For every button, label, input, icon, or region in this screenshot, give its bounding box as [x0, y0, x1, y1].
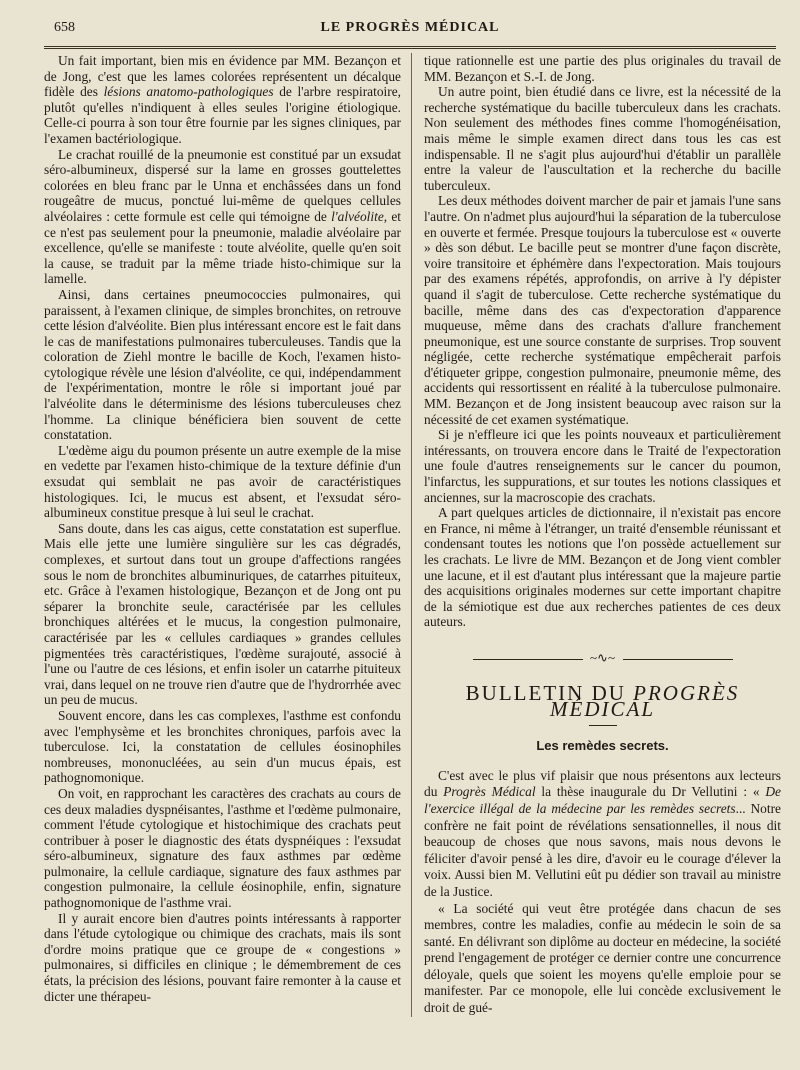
paragraph-text: , et ce n'est pas seulement pour la pneumonie, maladie alvéolaire par excellence, qu'elle se manifeste : toute alvéolite, quelle qu'en soit la cause, se traduit par la même triade histo-chimique sur la lamelle. — [44, 208, 401, 287]
journal-title: LE PROGRÈS MÉDICAL — [320, 20, 500, 35]
paragraph — [44, 147, 401, 287]
paragraph-text: Le crachat rouillé de la pneumonie est constitué par un exsudat séro-albumineux, dispersé sur la lame en grosses gouttelettes colorées en bleu franc par le Unna et enchâssées dans un fond rougeâtre de mucus, ponctué lui-même de quelques cellules alvéolaires : cette formule est celle qui témoigne de — [44, 146, 401, 224]
paragraph: A part quelques articles de dictionnaire, il n'existait pas encore en France, ni même à l'étranger, un traité d'ensemble réunissant et condensant toutes les notions que l'on possède actuellement sur les crachats. Le livre de MM. Bezançon et de Jong vient combler une lacune, et il est d'autant plus intéressant que la majeure partie des acquisitions originales modernes sur cette important chapitre de la sémiotique est due aux recherches patientes de ces deux auteurs. — [424, 505, 781, 630]
paragraph: Il y aurait encore bien d'autres points intéressants à rapporter dans l'étude cytologique ou chimique des crachats, mais ils sont d'ordre moins pratique que ce groupe de « congestions » pulmonaires, si difficiles en clinique ; le démembrement de ces états, la précision des lésions, pouvant faire remonter à la cause et dicter une thérapeu- — [44, 910, 401, 1004]
paragraph: Un autre point, bien étudié dans ce livre, est la nécessité de la recherche systématique du bacille tuberculeux dans les crachats. Non seulement des méthodes fines comme l'homogénéisation, mais même le simple examen direct dans tous les cas est indispensable. Il ne s'agit plus aujourd'hui d'établir un parallèle entre la valeur de l'auscultation et la recherche du bacille tuberculeux. — [424, 84, 781, 193]
page-number: 658 — [54, 20, 75, 35]
paragraph: Ainsi, dans certaines pneumococcies pulmonaires, qui paraissent, à l'examen clinique, de simples bronchites, on retrouve cette lésion d'alvéolite. Bien plus intéressant encore est le fait dans le cas de manifestations pulmonaires tuberculeuses. Tandis que la coloration de Ziehl montre le bacille de Koch, l'examen histo-cytologique révèle une lésion d'alvéolite, ce qui, indépendamment de l'expérimentation, montre le rôle si important joué par l'alvéolite dans le déterminisme des lésions tuberculeuses chez l'homme. La clinique bénéficiera bien souvent de cette constatation. — [44, 286, 401, 443]
paragraph: Si je n'effleure ici que les points nouveaux et particulièrement intéressants, on trouvera encore dans le Traité de l'expectoration une foule d'autres renseignements sur le cancer du poumon, l'infarctus, les suppurations, et sur toutes les notions classiques et anciennes, sur la macroscopie des crachats. — [424, 427, 781, 505]
paragraph: « La société qui veut être protégée dans chacun de ses membres, contre les maladies, confie au médecin le soin de sa santé. En délivrant son diplôme au docteur en médecine, la société prend l'engagement de protéger ce dernier contre une concurrence déloyale, quels que soient les moyens qu'elle emploie pour se manifester. Par ce monopole, elle lui concède exclusivement le droit de gué- — [424, 900, 781, 1016]
ornament-line — [623, 659, 733, 660]
ornament-glyph: ~∿~ — [590, 649, 615, 665]
section-ornament — [453, 649, 753, 666]
running-head — [44, 16, 776, 40]
italic-phrase: l'alvéolite — [331, 208, 384, 224]
italic-phrase: lésions anatomo-pathologiques — [103, 84, 274, 100]
section-title: Les remèdes secrets. — [536, 738, 669, 754]
left-column — [44, 53, 412, 1017]
bulletin-heading — [424, 680, 781, 721]
bulletin-heading-italic: PROGRÈS MÉDICAL — [550, 680, 740, 721]
two-column-body — [44, 53, 781, 1017]
italic-phrase: De l'exercice illégal de la médecine par les remèdes secrets — [424, 784, 781, 816]
bulletin-heading-plain: BULLETIN DU — [465, 680, 634, 705]
paragraph-text: C'est avec le plus vif plaisir que nous présentons aux lecteurs du — [424, 767, 781, 800]
paragraph-text: de l'arbre respiratoire, plutôt qu'elles n'indiquent à elles seules l'origine étiologique. Celle-ci pourra à son tour être fournie par les signes cliniques, par l'examen bactériologique. — [44, 84, 402, 146]
italic-phrase: Progrès Médical — [443, 784, 536, 800]
paragraph-text: ... Notre confrère ne fait point de révélations sensationnelles, il nous dit beaucoup de choses que nous savons, mais nous devons le féliciter d'avoir pensé à les dire, d'avoir eu le courage d'élever la voix. Aussi bien M. Vellutini eût pu dédier son travail au ministre de la Justice. — [424, 800, 781, 899]
paragraph — [424, 768, 781, 901]
header-rule — [44, 46, 776, 49]
paragraph — [44, 53, 401, 147]
paragraph: Sans doute, dans les cas aigus, cette constatation est superflue. Mais elle jette une lumière singulière sur les cas dégradés, complexes, et surtout dans tout un groupe d'affections rangées sous le nom de bronchites albuminuriques, de catarrhes pituiteux, etc. Grâce à l'examen histologique, Bezançon et de Jong ont pu séparer la bronchite seule, caractérisée par les cellules bronchiques altérées et le mucus, la congestion pulmonaire, caractérisée par les « cellules cardiaques » grandes cellules pigmentées très caractéristiques, l'œdème surajouté, associé à l'une ou l'autre de ces lésions, et enfin isoler un catarrhe pituiteux vrai, dans lequel on ne trouve rien d'autre que de l'hydrorrhée avec un peu de mucus. — [44, 520, 401, 708]
paragraph-text: Un fait important, bien mis en évidence par MM. Bezançon et de Jong, c'est que les lames colorées représentent un décalque fidèle des — [44, 53, 401, 100]
paragraph: Souvent encore, dans les cas complexes, l'asthme est confondu avec l'emphysème et les bronchites chroniques, parfois avec la tuberculose. Ici, la constatation de cellules éosinophiles nombreuses, mononucléées, au sein d'un mucus épais, est pathognomonique. — [44, 707, 401, 786]
right-column — [424, 53, 781, 1017]
paragraph: L'œdème aigu du poumon présente un autre exemple de la mise en vedette par l'examen histo-chimique de la texture définie d'un exsudat qui semblait ne pas avoir de caractéristiques histologiques. Ici, le mucus est absent, et l'exsudat séro-albumineux constitue presque à lui seul le crachat. — [44, 442, 401, 521]
heading-rule — [589, 725, 617, 726]
paragraph-text: la thèse inaugurale du Dr Vellutini : « — [535, 784, 766, 800]
paragraph: Les deux méthodes doivent marcher de pair et jamais l'une sans l'autre. On n'admet plus aujourd'hui la séparation de la tuberculose en ouverte et fermée. Presque toujours la tuberculose est « ouverte » dès son début. Le bacille peut se montrer d'une façon discrète, voire transitoire et éphémère dans l'expectoration. Mais toujours par des examens répétés, approfondis, on arrive à l'y dépister quand il s'agit de tuberculose. Cette recherche systématique du bacille, même dans des cas d'expectoration d'apparence muqueuse, même dans des crachats d'allure franchement pneumonique, est une source constante de surprises. Trop souvent négligée, cette recherche systématique empêcherait parfois d'étiqueter grippe, congestion pulmonaire, pneumonie même, des accidents qui ressortissent en réalité à la tuberculose pulmonaire. MM. Bezançon et de Jong insistent beaucoup avec raison sur la nécessité de cet examen systématique. — [424, 193, 781, 427]
paragraph: On voit, en rapprochant les caractères des crachats au cours de ces deux maladies dyspnéisantes, l'asthme et l'œdème pulmonaire, comment l'étude cytologique et histochimique des crachats peut contribuer à poser le diagnostic des états dyspnéiques : l'exsudat séro-albumineux, signature des faux asthmes par œdème pulmonaire, la cellule cardiaque, signature des faux asthmes par congestion pulmonaire, la cellule éosinophile, enfin, signature pathognomonique de l'asthme vrai. — [44, 785, 401, 911]
paragraph: tique rationnelle est une partie des plus originales du travail de MM. Bezançon et S.-I. de Jong. — [424, 53, 781, 84]
ornament-line — [473, 659, 583, 660]
